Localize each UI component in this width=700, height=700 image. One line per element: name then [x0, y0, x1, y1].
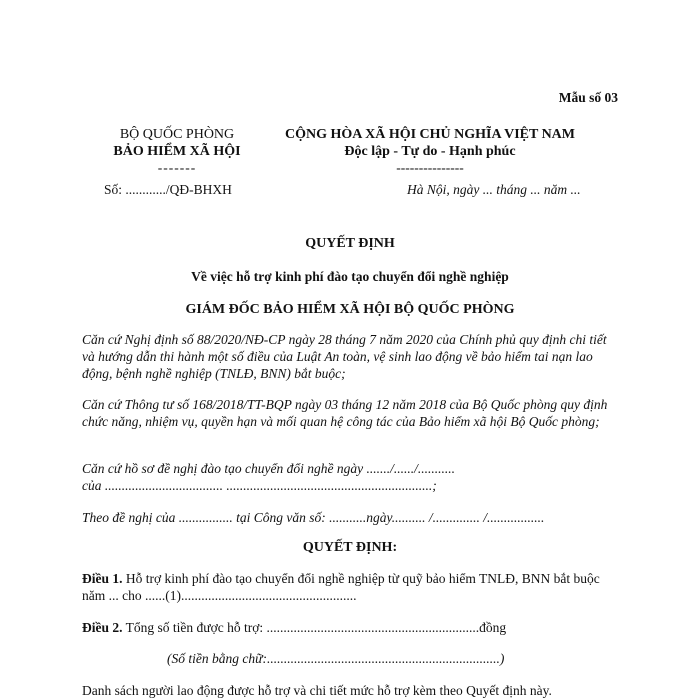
decision-heading: QUYẾT ĐỊNH: — [302, 540, 398, 555]
legal-basis-circular: Căn cứ Thông tư số 168/2018/TT-BQP ngày 03 tháng 12 năm 2018 của Bộ Quốc phòng quy định chức năng, nhiệm vụ, quyền hạn và mối quan hệ công tác của Bảo hiểm xã hội Bộ Quốc phòng; — [82, 397, 608, 429]
attachment-note: Danh sách người lao động được hỗ trợ và chi tiết mức hỗ trợ kèm theo Quyết định này. — [82, 683, 552, 698]
right-divider: --------------- — [396, 160, 464, 175]
proposal-line: Theo đề nghị của ................ tại Công văn số: ...........ngày.......... /.............. /................. — [82, 510, 545, 525]
document-number: Số: ............/QĐ-BHXH — [104, 182, 232, 197]
amount-in-words: (Số tiền bằng chữ:.....................................................................) — [167, 651, 505, 666]
article-2-label: Điều 2. — [82, 620, 123, 635]
country-name: CỘNG HÒA XÃ HỘI CHỦ NGHĨA VIỆT NAM — [284, 127, 575, 142]
article-1 — [82, 571, 600, 587]
left-divider: ------- — [157, 160, 197, 175]
agency-name: BẢO HIỂM XÃ HỘI — [113, 144, 241, 159]
article-2 — [82, 620, 506, 636]
form-number: Mẫu số 03 — [558, 90, 618, 105]
legal-basis-dossier-line1: Căn cứ hồ sơ đề nghị đào tạo chuyển đổi nghề ngày ......./....../........... — [82, 461, 456, 476]
article-1-label: Điều 1. — [82, 571, 123, 586]
document-subject: Về việc hỗ trợ kinh phí đào tạo chuyển đổi nghề nghiệp — [191, 269, 509, 284]
national-motto: Độc lập - Tự do - Hạnh phúc — [344, 144, 516, 159]
document-title: QUYẾT ĐỊNH — [305, 236, 395, 251]
article-1-line2: năm ... cho ......(1).................................................... — [82, 588, 357, 603]
ministry-name: BỘ QUỐC PHÒNG — [119, 127, 235, 142]
article-1-text: Hỗ trợ kinh phí đào tạo chuyển đổi nghề nghiệp từ quỹ bảo hiểm TNLĐ, BNN bắt buộc — [122, 571, 600, 586]
issuer-title: GIÁM ĐỐC BẢO HIỂM XÃ HỘI BỘ QUỐC PHÒNG — [185, 302, 515, 317]
article-2-text: Tổng số tiền được hỗ trợ: ...............................................................đồng — [122, 620, 507, 635]
place-and-date: Hà Nội, ngày ... tháng ... năm ... — [407, 182, 581, 197]
legal-basis-dossier-line2: của ................................... .............................................................; — [82, 478, 437, 493]
legal-basis-decree: Căn cứ Nghị định số 88/2020/NĐ-CP ngày 28 tháng 7 năm 2020 của Chính phủ quy định chi tiết và hướng dẫn thi hành một số điều của Luật An toàn, vệ sinh lao động về bảo hiểm tai nạn lao động, bệnh nghề nghiệp (TNLĐ, BNN) bắt buộc; — [82, 332, 607, 381]
